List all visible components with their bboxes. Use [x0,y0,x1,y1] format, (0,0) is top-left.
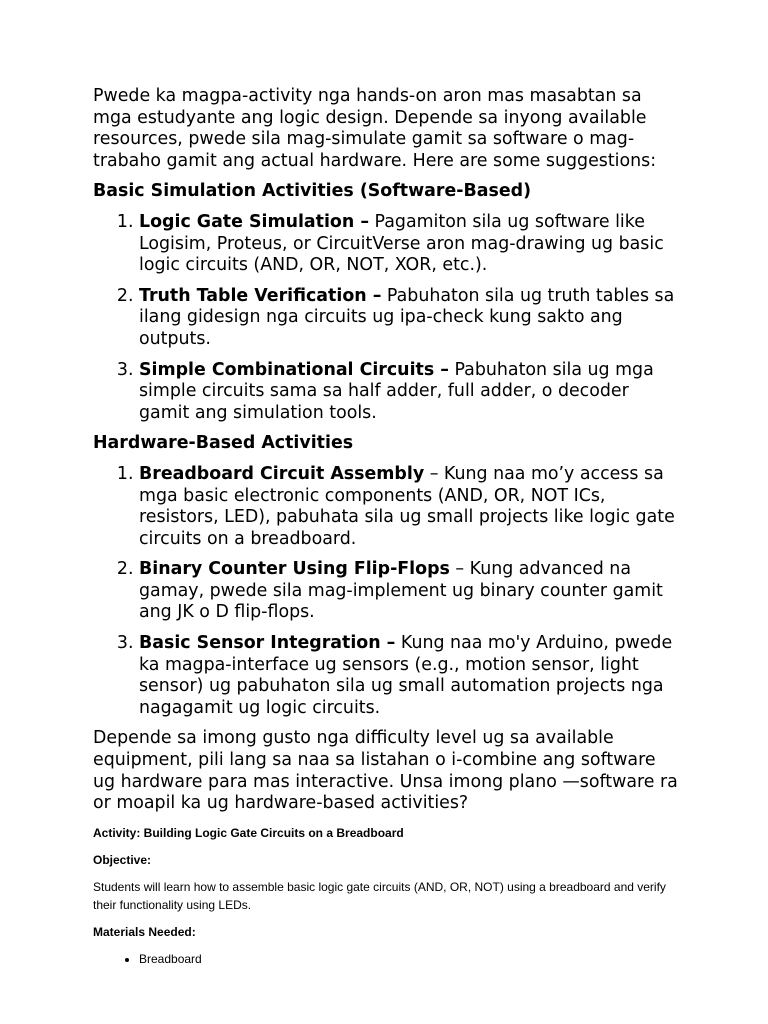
list-item [139,633,683,719]
intro-paragraph: Pwede ka magpa-activity nga hands-on aron mas masabtan sa mga estudyante ang logic design. Depende sa inyong available resources, pwede sila mag-simulate gamit sa software o mag-trabaho gamit ang actual hardware. Here are some suggestions: [93,86,657,171]
item-text: Kung advanced na gamay, pwede sila mag-implement ug binary counter gamit ang JK o D flip-flops. [139,559,663,623]
item-text: Kung naa mo'y Arduino, pwede ka magpa-interface ug sensors (e.g., motion sensor, light sensor) ug pabuhaton sila ug small automation projects nga nagagamit ug logic circuits. [139,633,673,718]
list-item [139,212,683,277]
item-title: Basic Sensor Integration – [139,633,396,654]
list-item: • Breadboard [139,950,683,968]
item-separator: – [449,559,465,580]
list-item [139,286,683,351]
closing-paragraph: Depende sa imong gusto nga difficulty level ug sa available equipment, pili lang sa naa sa listahan o i-combine ang software ug hardware para mas interactive. Unsa imong plano —software ra or moapil ka ug hardware-based activities? [93,728,678,814]
materials-label: Materials Needed: [93,924,196,939]
activity-title: Activity: Building Logic Gate Circuits on a Breadboard [93,825,404,840]
list-item [139,360,683,425]
item-title: Truth Table Verification – [139,285,382,306]
item-text: Kung naa mo’y access sa mga basic electronic components (AND, OR, NOT ICs, resistors, LED), pabuhata sila ug small projects like logic gate circuits on a breadboard. [139,463,675,549]
item-text: Pabuhaton sila ug mga simple circuits sama sa half adder, full adder, o decoder gamit ang simulation tools. [139,359,654,423]
simulation-activities-list [93,212,683,424]
item-text: Pabuhaton sila ug truth tables sa ilang gidesign nga circuits ug ipa-check kung sakto ang outputs. [139,285,675,349]
item-separator: – [424,463,439,484]
section-heading-simulation: Basic Simulation Activities (Software-Based) [93,181,532,202]
list-item [139,464,683,550]
section-heading-hardware: Hardware-Based Activities [93,433,354,454]
list-item [139,559,683,624]
item-title: Simple Combinational Circuits – [139,359,449,380]
item-text: Pagamiton sila ug software like Logisim, Proteus, or CircuitVerse aron mag-drawing ug basic logic circuits (AND, OR, NOT, XOR, etc.). [139,211,664,276]
objective-label: Objective: [93,852,152,867]
item-title: Logic Gate Simulation [139,211,355,232]
objective-text: Students will learn how to assemble basic logic gate circuits (AND, OR, NOT) using a breadboard and verify their functionality using LEDs. [93,879,666,912]
item-separator: – [354,211,370,232]
materials-list [93,950,683,968]
hardware-activities-list [93,464,683,720]
document-page [93,86,683,968]
item-title: Breadboard Circuit Assembly [139,463,425,484]
item-title: Binary Counter Using Flip-Flops [139,559,450,580]
